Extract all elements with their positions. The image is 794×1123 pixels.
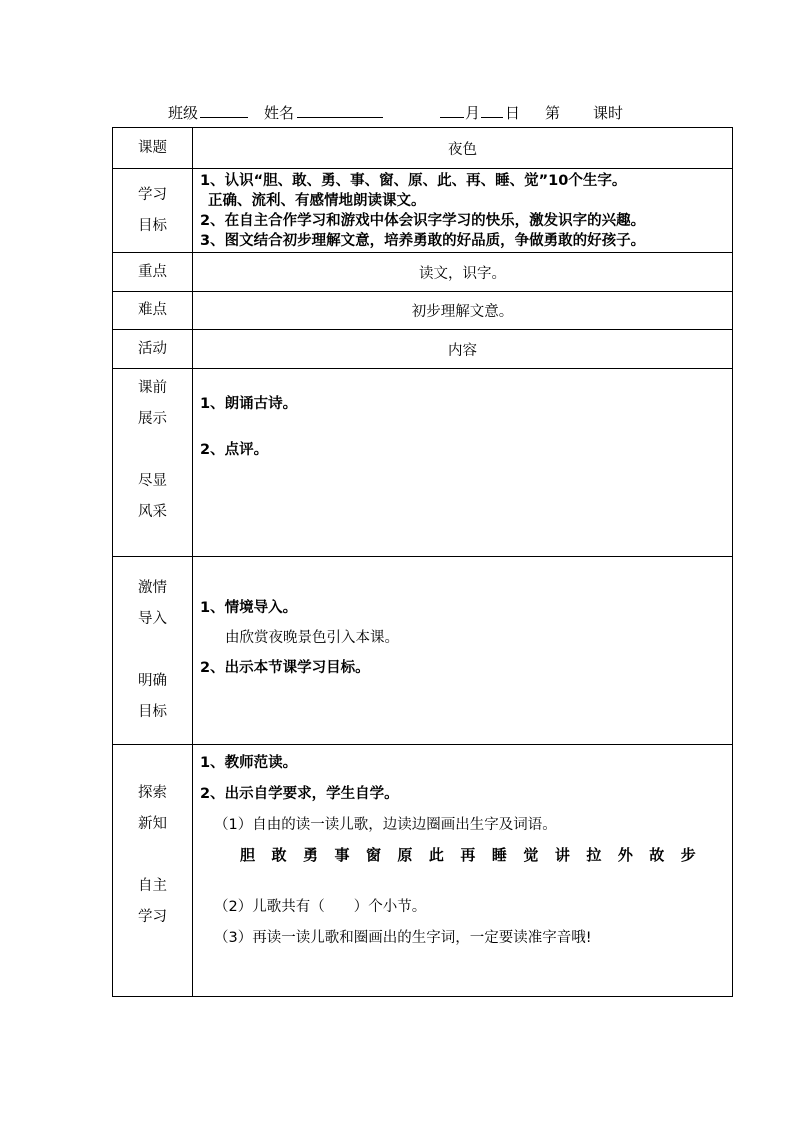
lesson-plan-table: [112, 127, 733, 997]
goal-line-2: 正确、流利、有感情地朗读课文。: [208, 192, 426, 209]
nth-label: 第: [545, 104, 561, 122]
explore-label-1: 探索: [138, 785, 167, 801]
difficulty-label: 难点: [113, 292, 193, 330]
explore-label-4: 学习: [138, 909, 167, 925]
explore-row: [113, 745, 733, 997]
new-character: 胆: [240, 846, 256, 864]
intro-item-2: 2、出示本节课学习目标。: [200, 660, 370, 676]
topic-value: 夜色: [193, 128, 733, 169]
explore-content: [193, 745, 733, 997]
activity-value: 内容: [193, 330, 733, 369]
explore-sub-3: （3）再读一读儿歌和圈画出的生字词，一定要读准字音哦!: [214, 930, 592, 946]
intro-label: [113, 557, 193, 745]
preclass-label-2: 展示: [138, 411, 167, 427]
goals-row: [113, 169, 733, 253]
class-label: 班级: [168, 104, 199, 122]
new-character: 睡: [491, 846, 507, 864]
goals-content: [193, 169, 733, 253]
month-blank[interactable]: [440, 102, 464, 122]
new-character: 觉: [523, 846, 539, 864]
new-character: 勇: [302, 846, 318, 864]
period-label: 课时: [593, 104, 624, 122]
intro-item-1: 1、情境导入。: [200, 600, 298, 616]
new-character: 事: [334, 846, 350, 864]
topic-row: [113, 128, 733, 169]
new-character: 讲: [554, 846, 570, 864]
intro-row: [113, 557, 733, 745]
goals-label-line2: 目标: [138, 217, 167, 234]
goal-line-1: 1、认识“胆、敢、勇、事、窗、原、此、再、睡、觉”10个生字。: [200, 172, 627, 189]
intro-label-4: 目标: [138, 704, 167, 720]
preclass-item-1: 1、朗诵古诗。: [200, 396, 298, 412]
preclass-label-1: 课前: [138, 380, 167, 396]
month-label: 月: [465, 104, 481, 122]
explore-sub-2: （2）儿歌共有（ ）个小节。: [214, 899, 427, 915]
preclass-label-3: 尽显: [138, 473, 167, 489]
name-blank[interactable]: [297, 102, 383, 122]
class-blank[interactable]: [200, 102, 248, 122]
key-value: 读文，识字。: [193, 253, 733, 292]
preclass-label: [113, 369, 193, 557]
name-label: 姓名: [264, 104, 295, 122]
explore-item-1: 1、教师范读。: [200, 755, 298, 771]
goals-label: [113, 169, 193, 253]
new-character: 故: [649, 846, 665, 864]
goal-line-4: 3、图文结合初步理解文意，培养勇敢的好品质，争做勇敢的好孩子。: [200, 232, 646, 249]
key-label: 重点: [113, 253, 193, 292]
explore-sub-1: （1）自由的读一读儿歌，边读边圈画出生字及词语。: [214, 817, 557, 833]
new-character: 拉: [586, 846, 602, 864]
activity-row: [113, 330, 733, 369]
preclass-row: [113, 369, 733, 557]
new-character: 步: [680, 846, 696, 864]
new-character: 再: [460, 846, 476, 864]
explore-label-3: 自主: [138, 878, 167, 894]
explore-label-2: 新知: [138, 816, 167, 832]
difficulty-row: [113, 292, 733, 330]
intro-item-1-sub: 由欣赏夜晚景色引入本课。: [225, 630, 399, 646]
new-character: 原: [397, 846, 413, 864]
day-label: 日: [505, 104, 521, 122]
goal-line-3: 2、在自主合作学习和游戏中体会识字学习的快乐，激发识字的兴趣。: [200, 212, 646, 229]
new-character: 外: [617, 846, 633, 864]
intro-content: [193, 557, 733, 745]
topic-label: 课题: [113, 128, 193, 169]
preclass-label-4: 风采: [138, 504, 167, 520]
new-character: 窗: [365, 846, 381, 864]
intro-label-1: 激情: [138, 580, 167, 596]
explore-label: [113, 745, 193, 997]
character-list: [200, 844, 732, 866]
explore-item-2: 2、出示自学要求，学生自学。: [200, 786, 399, 802]
difficulty-value: 初步理解文意。: [193, 292, 733, 330]
preclass-item-2: 2、点评。: [200, 442, 269, 458]
intro-label-2: 导入: [138, 611, 167, 627]
day-blank[interactable]: [481, 102, 503, 122]
key-row: [113, 253, 733, 292]
intro-label-3: 明确: [138, 673, 167, 689]
new-character: 敢: [271, 846, 287, 864]
new-character: 此: [428, 846, 444, 864]
preclass-content: [193, 369, 733, 557]
activity-label: 活动: [113, 330, 193, 369]
goals-label-line1: 学习: [138, 186, 167, 203]
